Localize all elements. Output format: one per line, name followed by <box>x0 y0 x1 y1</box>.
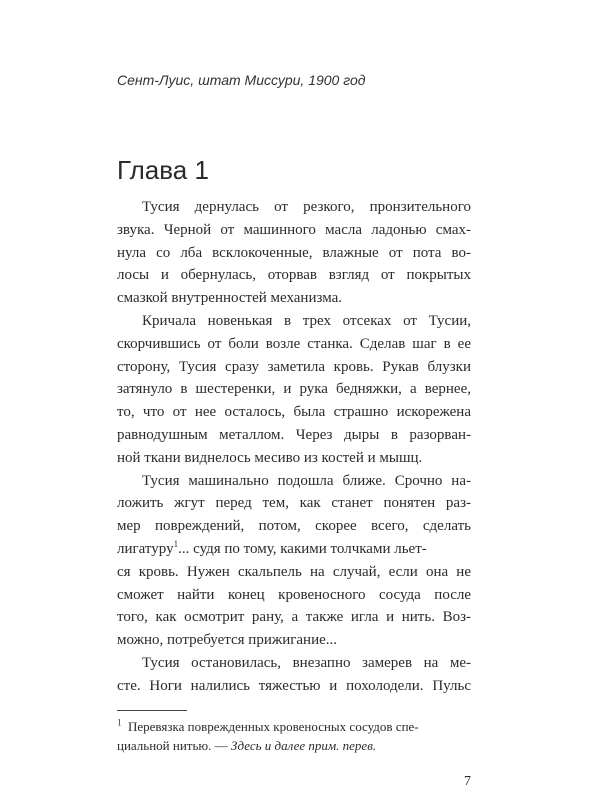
footnote-ref[interactable]: 1 <box>173 538 179 549</box>
chapter-title: Глава 1 <box>117 155 209 185</box>
text-line: скорчившись от боли возле станка. Сделав шаг в ее <box>117 335 471 352</box>
body-text <box>117 196 471 698</box>
text-line: сте. Ноги налились тяжестью и похолодели. Пульс <box>117 677 471 694</box>
text-line: то, что от нее осталось, была страшно искорежена <box>117 404 471 421</box>
text-line: смазкой внутренностей механизма. <box>117 290 342 307</box>
text-line: равнодушным металлом. Через дыры в разорван- <box>117 426 471 443</box>
text-line: ной ткани виднелось месиво из костей и мышц. <box>117 449 423 466</box>
text-line: ложить жгут перед тем, как станет понятен раз- <box>117 495 471 512</box>
text-line: сторону, Тусия сразу заметила кровь. Рукав блузки <box>117 358 471 375</box>
running-header: Сент-Луис, штат Миссури, 1900 год <box>117 72 366 88</box>
footnote-divider <box>117 710 187 711</box>
text-line: лосы и обернулась, оторвав взгляд от покрытых <box>117 267 471 284</box>
text-line: звука. Черной от машинного масла ладонью смах- <box>117 221 471 238</box>
footnote-italic-text: Здесь и далее прим. перев. <box>230 737 377 753</box>
text-line: затянуло в шестеренки, и рука бедняжки, а вернее, <box>117 381 471 398</box>
footnote-line <box>117 736 471 755</box>
text-line: Тусия остановилась, внезапно замерев на ме- <box>142 654 471 671</box>
footnote <box>117 717 471 755</box>
text-line: Тусия машинально подошла ближе. Срочно на- <box>142 472 471 489</box>
text-line: можно, потребуется прижигание... <box>117 632 338 649</box>
footnote-text: Перевязка поврежденных кровеносных сосудов спе- <box>128 718 419 734</box>
text-line: ся кровь. Нужен скальпель на случай, если она не <box>117 563 471 580</box>
footnote-marker: 1 <box>117 717 122 728</box>
text-line: Кричала новенькая в трех отсеках от Тусии, <box>142 312 471 329</box>
text-fragment: ... судя по тому, какими толчками льет- <box>178 540 427 557</box>
page-number: 7 <box>464 773 471 789</box>
footnote-text: циальной нитью. — <box>117 737 231 753</box>
text-line: мер повреждений, потом, скорее всего, сделать <box>117 518 471 535</box>
text-line: нула со лба всклокоченные, влажные от пота во- <box>117 244 471 261</box>
text-line: того, как осмотрит рану, а также игла и нить. Воз- <box>117 609 471 626</box>
text-line <box>117 538 471 561</box>
text-fragment: лигатуру <box>117 540 174 557</box>
footnote-line <box>117 717 471 736</box>
text-line: сможет найти конец кровеносного сосуда после <box>117 586 471 603</box>
text-line: Тусия дернулась от резкого, пронзительного <box>142 199 471 215</box>
